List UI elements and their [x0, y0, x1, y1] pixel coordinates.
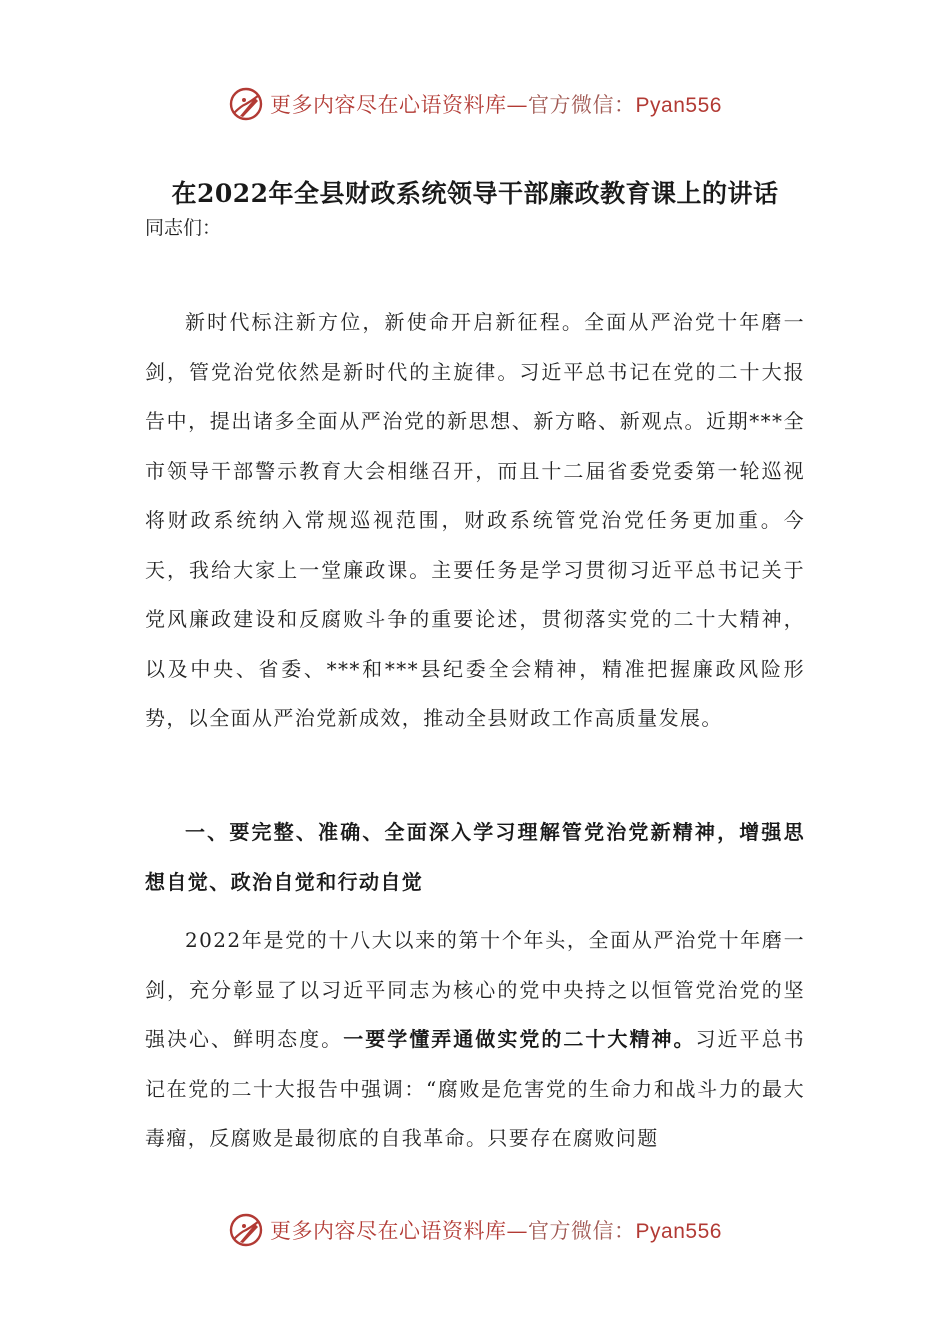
document-title: 在2022年全县财政系统领导干部廉政教育课上的讲话	[171, 179, 779, 208]
pen-logo-icon	[228, 1212, 264, 1248]
banner-text: 更多内容尽在心语资料库—官方微信：Pyan556	[270, 1219, 722, 1243]
greeting: 同志们：	[145, 217, 222, 239]
paragraph-2-emphasis: 一要学懂弄通做实党的二十大精神。	[343, 1027, 696, 1051]
section-heading-1: 一、要完整、准确、全面深入学习理解管党治党新精神，增强思想自觉、政治自觉和行动自觉	[145, 820, 805, 894]
paragraph-1: 新时代标注新方位，新使命开启新征程。全面从严治党十年磨一剑，管党治党依然是新时代的主旋律。习近平总书记在党的二十大报告中，提出诸多全面从严治党的新思想、新方略、新观点。近期***全市领导干部警示教育大会相继召开，而且十二届省委党委第一轮巡视将财政系统纳入常规巡视范围，财政系统管党治党任务更加重。今天，我给大家上一堂廉政课。主要任务是学习贯彻习近平总书记关于党风廉政建设和反腐败斗争的重要论述，贯彻落实党的二十大精神，以及中央、省委、***和***县纪委全会精神，精准把握廉政风险形势，以全面从严治党新成效，推动全县财政工作高质量发展。	[145, 310, 805, 730]
footer-watermark-banner	[0, 1210, 950, 1250]
pen-logo-icon	[228, 86, 264, 122]
header-watermark-banner	[0, 84, 950, 124]
banner-text: 更多内容尽在心语资料库—官方微信：Pyan556	[270, 93, 722, 117]
paragraph-2: 2022年是党的十八大以来的第十个年头，全面从严治党十年磨一剑，充分彰显了以习近平同志为核心的党中央持之以恒管党治党的坚强决心、鲜明态度。一要学懂弄通做实党的二十大精神。习近平总书记在党的二十大报告中强调：“腐败是危害党的生命力和战斗力的最大毒瘤，反腐败是最彻底的自我革命。只要存在腐败问题	[145, 928, 805, 1150]
